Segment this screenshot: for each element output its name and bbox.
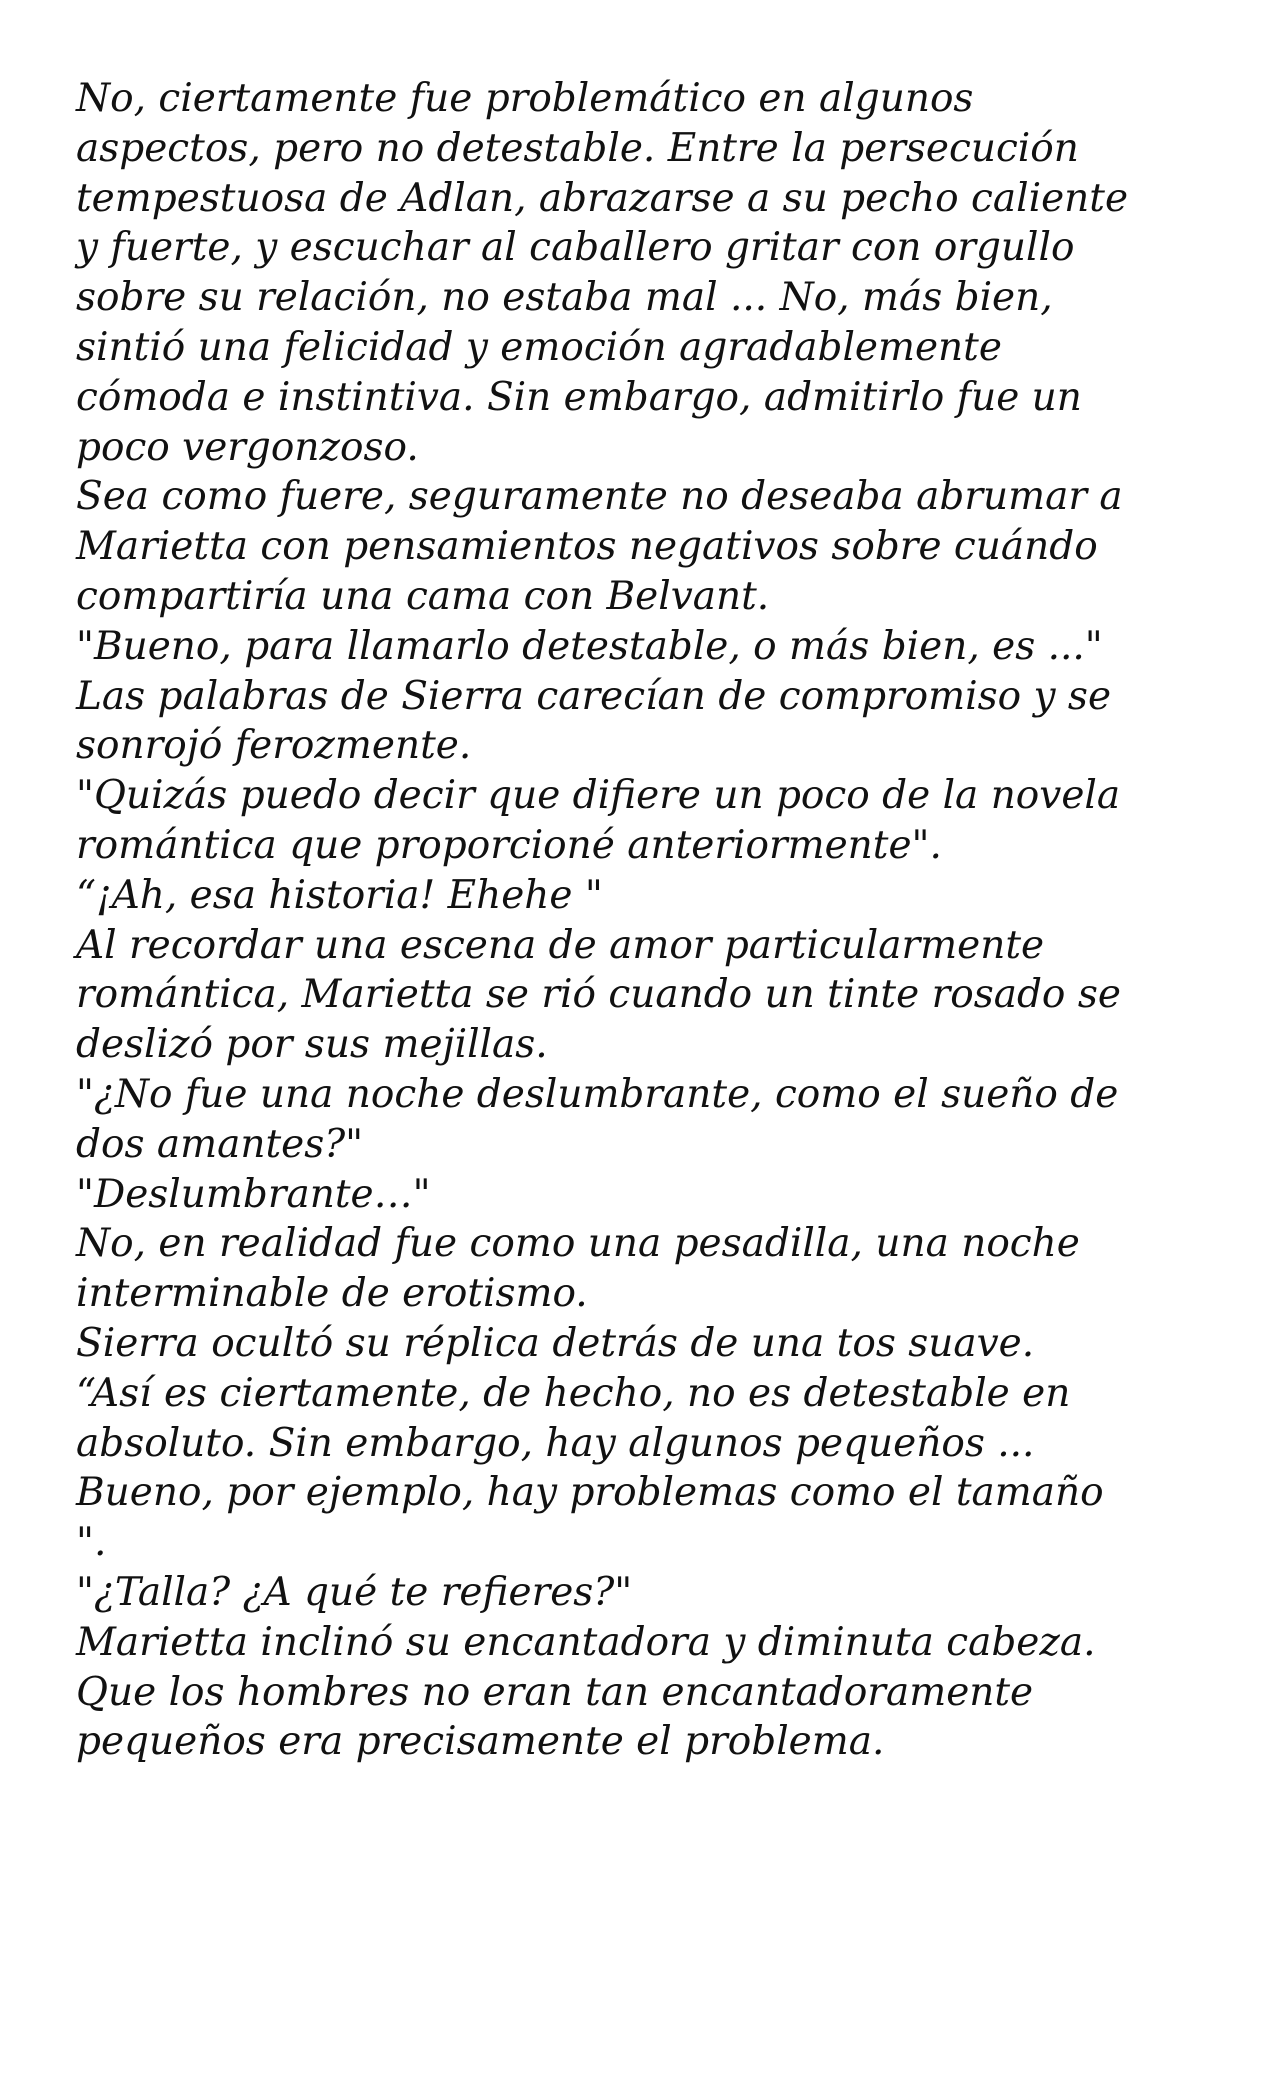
text-line: "¿Talla? ¿A qué te refieres?" xyxy=(76,1569,633,1615)
text-line: "¿No fue una noche deslumbrante, como el sueño de xyxy=(76,1071,1119,1117)
text-line: Marietta inclinó su encantadora y diminuta cabeza. xyxy=(76,1619,1096,1665)
text-line: dos amantes?" xyxy=(76,1121,364,1167)
text-line: absoluto. Sin embargo, hay algunos pequeños ... xyxy=(76,1420,1035,1466)
text-line: Bueno, por ejemplo, hay problemas como el tamaño xyxy=(76,1470,1104,1516)
text-line: tempestuosa de Adlan, abrazarse a su pecho caliente xyxy=(76,175,1129,221)
text-line: sintió una felicidad y emoción agradablemente xyxy=(76,324,1002,370)
text-line: interminable de erotismo. xyxy=(76,1271,588,1317)
text-line: Al recordar una escena de amor particularmente xyxy=(76,922,1045,968)
text-line: No, ciertamente fue problemático en algunos xyxy=(76,76,974,121)
text-line: sobre su relación, no estaba mal ... No, más bien, xyxy=(76,275,1053,321)
text-line: “Así es ciertamente, de hecho, no es detestable en xyxy=(76,1370,1071,1416)
text-line: Que los hombres no eran tan encantadoramente xyxy=(76,1669,1034,1715)
text-line: deslizó por sus mejillas. xyxy=(76,1022,548,1068)
text-line: y fuerte, y escuchar al caballero gritar con orgullo xyxy=(76,225,1075,271)
text-line: "Quizás puedo decir que difiere un poco de la novela xyxy=(76,773,1121,819)
text-line: ". xyxy=(76,1520,107,1566)
text-line: pequeños era precisamente el problema. xyxy=(76,1719,885,1765)
text-line: romántica, Marietta se rió cuando un tinte rosado se xyxy=(76,972,1121,1018)
text-line: aspectos, pero no detestable. Entre la persecución xyxy=(76,125,1079,171)
text-line: "Deslumbrante…" xyxy=(76,1171,431,1217)
text-line: sonrojó ferozmente. xyxy=(76,723,472,769)
text-line: “¡Ah, esa historia! Ehehe " xyxy=(76,872,603,918)
text-body xyxy=(76,74,1216,1767)
text-line: compartiría una cama con Belvant. xyxy=(76,573,770,619)
text-line: cómoda e instintiva. Sin embargo, admitirlo fue un xyxy=(76,374,1082,420)
text-line: Marietta con pensamientos negativos sobre cuándo xyxy=(76,524,1098,570)
text-line: Las palabras de Sierra carecían de compromiso y se xyxy=(76,673,1112,719)
text-line: No, en realidad fue como una pesadilla, una noche xyxy=(76,1221,1080,1267)
text-line: Sierra ocultó su réplica detrás de una tos suave. xyxy=(76,1320,1035,1366)
text-line: Sea como fuere, seguramente no deseaba abrumar a xyxy=(76,474,1123,520)
text-line: poco vergonzoso. xyxy=(76,424,419,470)
text-line: "Bueno, para llamarlo detestable, o más bien, es ..." xyxy=(76,623,1103,669)
text-line: romántica que proporcioné anteriormente". xyxy=(76,822,942,868)
